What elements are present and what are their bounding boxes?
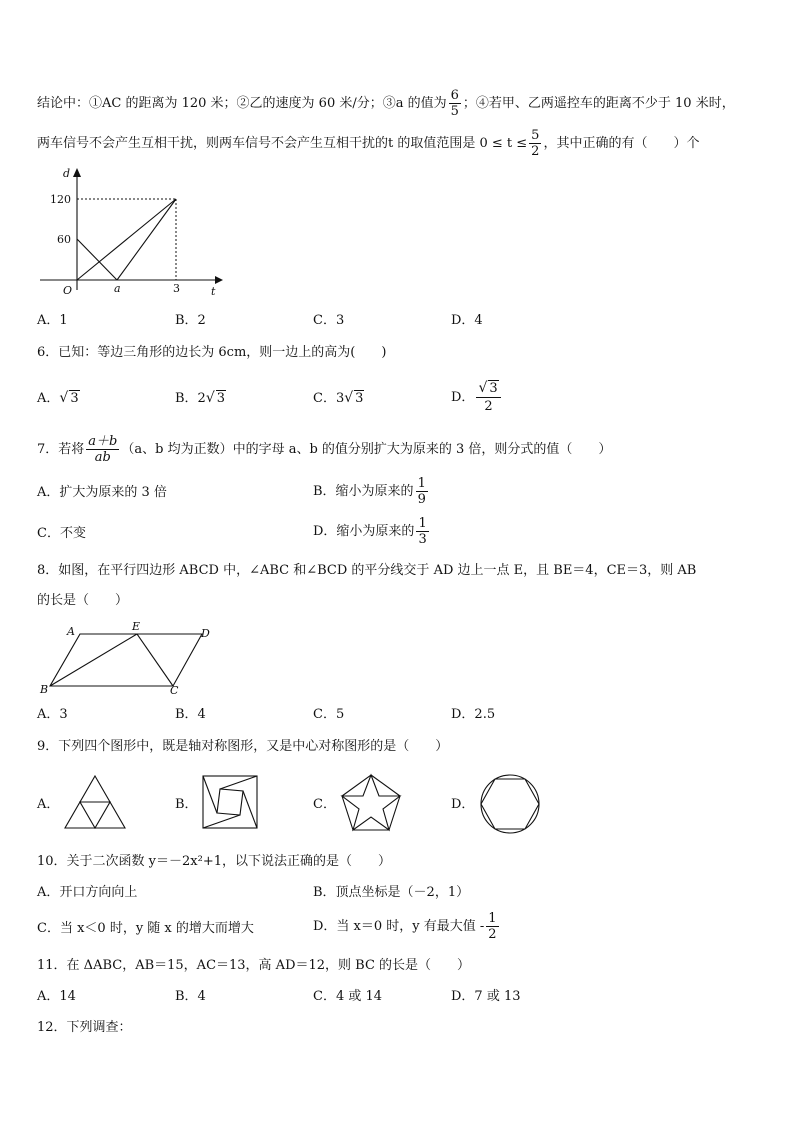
q9-option-d-label: D．: [451, 797, 475, 812]
q5-option-d: D．4: [451, 313, 483, 328]
q8-line1: 8．如图，在平行四边形 ABCD 中，∠ABC 和∠BCD 的平分线交于 AD 边上一点 E，且 BE＝4，CE＝3，则 AB: [37, 563, 697, 578]
q6-stem: 6．已知：等边三角形的边长为 6cm，则一边上的高为( ): [37, 345, 387, 360]
q7-option-a: A．扩大为原来的 3 倍: [37, 485, 167, 500]
q7-fraction: $\frac{a+b}{ab}$: [88, 434, 118, 465]
label-c: C: [170, 684, 179, 697]
q6-option-c: C．3√ 3: [313, 390, 364, 406]
q5-option-a: A．1: [37, 313, 68, 328]
q11-option-d: D．7 或 13: [451, 989, 521, 1004]
q8-option-a: A．3: [37, 707, 68, 722]
label-b: B: [40, 683, 49, 696]
q5-distance-time-graph: [35, 165, 225, 300]
q12-stem: 12．下列调查：: [37, 1020, 132, 1035]
q5-fraction: $\frac{6}{5}$: [450, 88, 459, 119]
q8-line2: 的长是（ ）: [37, 593, 129, 608]
q9-figure-triangle: [62, 773, 128, 831]
q11-option-b: B．4: [175, 989, 206, 1004]
tick-3: 3: [173, 282, 180, 295]
q8-parallelogram-figure: [35, 618, 225, 700]
q5-line2: 两车信号不会产生互相干扰，则两车信号不会产生互相干扰的t 的取值范围是 0 ≤ t ≤ $\frac{5}{2}$ ，其中正确的有（ ）个: [37, 128, 700, 159]
q10-option-a: A．开口方向向上: [37, 885, 138, 900]
label-e: E: [132, 620, 141, 633]
q5-option-b: B．2: [175, 313, 206, 328]
q9-stem: 9．下列四个图形中，既是轴对称图形，又是中心对称图形的是（ ）: [37, 739, 449, 754]
q9-figure-square: [200, 773, 260, 831]
q8-option-b: B．4: [175, 707, 206, 722]
q8-option-c: C．5: [313, 707, 345, 722]
q10-option-d: D．当 x＝0 时，y 有最大值 - $\frac{1}{2}$: [313, 911, 497, 942]
q10-stem: 10．关于二次函数 y＝－2x²+1，以下说法正确的是（ ）: [37, 854, 391, 869]
q6-option-b: B．2√ 3: [175, 390, 226, 406]
q10-option-c: C．当 x＜0 时，y 随 x 的增大而增大: [37, 921, 254, 936]
q8-option-d: D．2.5: [451, 707, 496, 722]
q6-option-d: D． $\frac{√ 3}{2}$: [451, 380, 503, 415]
q10-option-b: B．顶点坐标是（－2，1）: [313, 885, 470, 900]
q5-option-c: C．3: [313, 313, 345, 328]
tick-a: a: [114, 282, 121, 295]
q7-stem: 7．若将 $\frac{a+b}{ab}$ （a、b 均为正数）中的字母 a、b 的值分别扩大为原来的 3 倍，则分式的值（ ）: [37, 434, 612, 465]
label-d: D: [201, 627, 210, 640]
q7-option-b: B．缩小为原来的 $\frac{1}{9}$: [313, 476, 426, 507]
q11-option-c: C．4 或 14: [313, 989, 383, 1004]
q5-fraction-2: $\frac{5}{2}$: [531, 128, 540, 159]
q9-option-b-label: B．: [175, 797, 198, 812]
label-a: A: [67, 625, 75, 638]
q9-figure-circle-hexagon: [478, 772, 542, 836]
q6-option-a: A．√ 3: [37, 390, 79, 406]
q9-figure-pentagon-star: [338, 772, 404, 834]
axis-label-d: d: [63, 167, 71, 180]
axis-label-t: t: [211, 285, 216, 298]
q5-line1: 结论中：①AC 的距离为 120 米；②乙的速度为 60 米/分；③a 的值为 $\frac{6}{5}$ ；④若甲、乙两遥控车的距离不少于 10 米时，: [37, 88, 735, 119]
tick-120: 120: [50, 193, 71, 206]
origin-label: O: [63, 284, 73, 297]
q7-option-d: D．缩小为原来的 $\frac{1}{3}$: [313, 516, 427, 547]
q11-stem: 11．在 ΔABC，AB＝15，AC＝13，高 AD＝12，则 BC 的长是（ ）: [37, 958, 471, 973]
q9-option-c-label: C．: [313, 797, 336, 812]
tick-60: 60: [57, 233, 71, 246]
q9-option-a-label: A．: [37, 797, 60, 812]
q11-option-a: A．14: [37, 989, 76, 1004]
q7-option-c: C．不变: [37, 526, 86, 541]
